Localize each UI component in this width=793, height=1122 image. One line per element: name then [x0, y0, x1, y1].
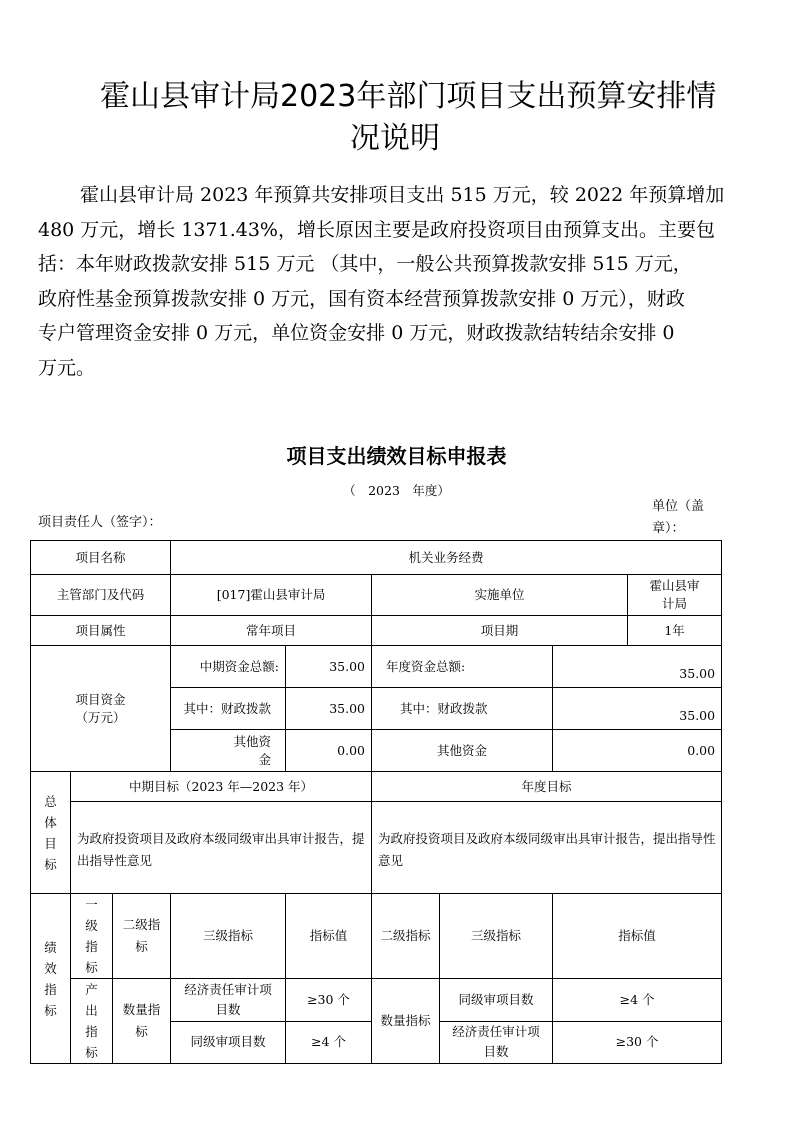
year-other-label: 其他资金	[372, 730, 553, 772]
dept-label: 主管部门及代码	[31, 575, 171, 616]
period-label: 项目期	[372, 616, 628, 646]
year-quantity-indicator: 数量指标	[372, 979, 440, 1064]
year-value-1: ≥4 个	[553, 979, 722, 1022]
year-total-value: 35.00	[553, 646, 722, 688]
year-other-value: 0.00	[553, 730, 722, 772]
mid-other-label: 其他资金	[171, 730, 286, 772]
title-line-2: 况说明	[350, 121, 440, 156]
mid-total-value: 35.00	[286, 646, 372, 688]
impl-value: 霍山县审计局	[628, 575, 722, 616]
mid-item-1: 经济责任审计项目数	[171, 979, 286, 1022]
year-goal-text: 为政府投资项目及政府本级同级审出具审计报告，提出指导性意见	[372, 802, 722, 894]
paragraph-line: 政府性基金预算拨款安排 0 万元，国有资本经营预算拨款安排 0 万元），财政	[38, 287, 685, 310]
year-line: （ 2023 年度）	[343, 483, 450, 498]
mid-goal-text: 为政府投资项目及政府本级同级审出具审计报告，提出指导性意见	[71, 802, 372, 894]
year-item-2: 经济责任审计项目数	[440, 1021, 553, 1064]
paragraph-line: 括：本年财政拨款安排 515 万元 （其中，一般公共预算拨款安排 515 万元，	[38, 253, 692, 275]
value-header: 指标值	[286, 894, 372, 979]
level1-header: 一级指标	[71, 894, 113, 979]
output-indicator: 产出指标	[71, 979, 113, 1064]
page-title	[100, 76, 760, 160]
paragraph-line: 专户管理资金安排 0 万元，单位资金安排 0 万元，财政拨款结转结余安排 0	[38, 322, 675, 344]
attr-label: 项目属性	[31, 616, 171, 646]
mid-fiscal-value: 35.00	[286, 688, 372, 730]
quantity-indicator: 数量指标	[113, 979, 171, 1064]
performance-table	[30, 540, 722, 1064]
funds-label: 项目资金（万元）	[31, 646, 171, 772]
year-value-2: ≥30 个	[553, 1021, 722, 1064]
level2-header: 二级指标	[113, 894, 171, 979]
mid-goal-label: 中期目标（2023 年—2023 年）	[71, 772, 372, 802]
title-line-1: 霍山县审计局2023年部门项目支出预算安排情	[100, 79, 717, 114]
level3-header: 三级指标	[171, 894, 286, 979]
level3b-header: 三级指标	[440, 894, 553, 979]
period-value: 1年	[628, 616, 722, 646]
level2b-header: 二级指标	[372, 894, 440, 979]
table-title: 项目支出绩效目标申报表	[286, 444, 507, 468]
unit-seal: 单位（盖章）：	[652, 499, 705, 536]
mid-item-2: 同级审项目数	[171, 1021, 286, 1064]
responsible-signature: 项目责任人（签字）：	[38, 515, 162, 530]
paragraph-line: 霍山县审计局 2023 年预算共安排项目支出 515 万元，较 2022 年预算增加	[80, 184, 725, 206]
mid-total-label: 中期资金总额:	[171, 646, 286, 688]
valueb-header: 指标值	[553, 894, 722, 979]
year-fiscal-value: 35.00	[553, 688, 722, 730]
impl-label: 实施单位	[372, 575, 628, 616]
mid-fiscal-label: 其中：财政拨款	[171, 688, 286, 730]
attr-value: 常年项目	[171, 616, 372, 646]
dept-value: [017]霍山县审计局	[171, 575, 372, 616]
project-name-value: 机关业务经费	[171, 541, 722, 575]
mid-other-value: 0.00	[286, 730, 372, 772]
paragraph-line: 480 万元，增长 1371.43%，增长原因主要是政府投资项目由预算支出。主要包	[38, 218, 715, 241]
year-item-1: 同级审项目数	[440, 979, 553, 1022]
year-goal-label: 年度目标	[372, 772, 722, 802]
mid-value-1: ≥30 个	[286, 979, 372, 1022]
performance-indicator-label: 绩效指标	[31, 894, 71, 1064]
mid-value-2: ≥4 个	[286, 1021, 372, 1064]
project-name-label: 项目名称	[31, 541, 171, 575]
year-fiscal-label: 其中：财政拨款	[372, 688, 553, 730]
year-total-label: 年度资金总额:	[372, 646, 553, 688]
overall-goal-label: 总体目标	[31, 772, 71, 894]
paragraph-line: 万元。	[38, 356, 96, 379]
description-paragraph	[38, 178, 758, 385]
